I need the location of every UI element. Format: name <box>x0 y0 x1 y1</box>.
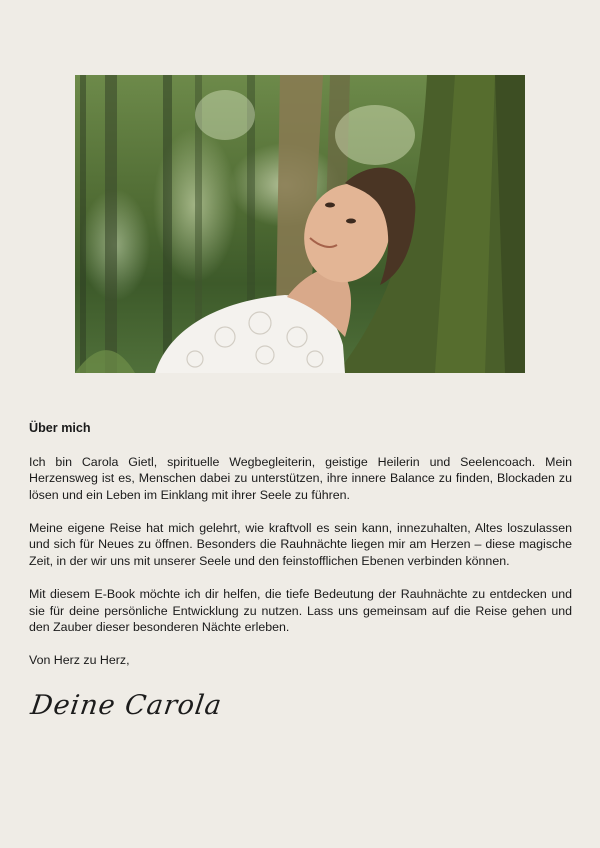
closing-line: Von Herz zu Herz, <box>29 653 130 668</box>
about-paragraph: Ich bin Carola Gietl, spirituelle Wegbegleiterin, geistige Heilerin und Seelencoach. Mein Herzensweg ist es, Menschen dabei zu unterstützen, ihre innere Balance zu finden, Blockaden zu lösen und ein Leben im Einklang mit ihrer Seele zu führen. <box>29 454 572 502</box>
about-paragraph: Meine eigene Reise hat mich gelehrt, wie kraftvoll es sein kann, innezuhalten, Altes loszulassen und sich für Neues zu öffnen. Besonders die Rauhnächte liegen mir am Herzen – diese magische Zeit, in der wir uns mit unserer Seele und den feinstofflichen Ebenen verbinden können. <box>29 520 572 569</box>
portrait-photo <box>75 75 525 373</box>
signature: Deine Carola <box>28 690 225 721</box>
about-paragraph: Mit diesem E-Book möchte ich dir helfen, die tiefe Bedeutung der Rauhnächte zu entdecken und sie für deine persönliche Entwicklung zu nutzen. Lass uns gemeinsam auf die Reise gehen und den Zauber dieser besonderen Nächte erleben. <box>29 587 572 635</box>
about-section <box>29 420 572 675</box>
about-heading: Über mich <box>29 421 91 435</box>
